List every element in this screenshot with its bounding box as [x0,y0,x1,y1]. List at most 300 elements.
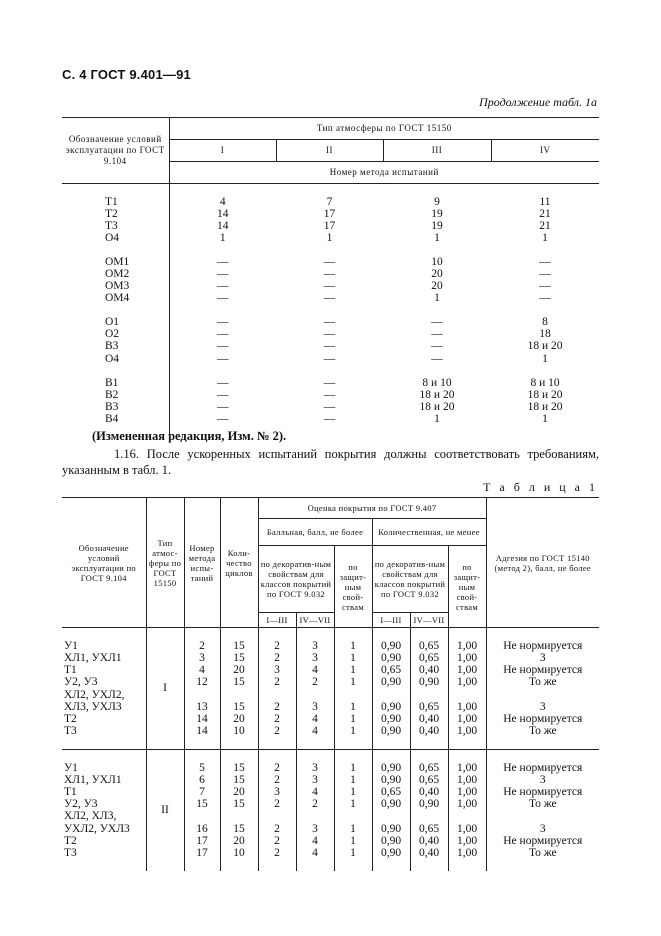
t2-atm-header: Тип атмос-феры по ГОСТ 15150 [146,498,184,628]
t2-value-cell: 0,40 [410,713,448,725]
t2-value-cell: 3 [296,823,334,835]
t2-cond-cell: Т3 [62,725,146,737]
t2-value-cell [258,688,296,700]
t2-value-cell: 20 [220,835,258,847]
t1-method-header: Номер метода испытаний [169,162,599,184]
t2-atm-cell: I [146,640,184,737]
t2-value-cell: 15 [220,774,258,786]
t2-value-cell: 1 [334,725,372,737]
t2-value-cell: 1,00 [448,774,486,786]
table-1a [62,117,599,437]
table-row [62,328,599,340]
t1-cond-cell: ОМ2 [62,268,169,280]
t2-eval-header: Оценка покрытия по ГОСТ 9.407 [258,498,486,519]
t1-value-cell: 8 и 10 [530,376,560,389]
t1-value-cell: — [431,352,443,365]
t2-value-cell: 13 [184,701,220,713]
table-row [62,220,599,232]
t1-value-cell: — [217,388,229,401]
t2-class-1-3: I—III [372,613,410,628]
table-continuation-label: Продолжение табл. 1а [479,95,597,109]
t1-value-cell: — [217,280,229,293]
t2-value-cell: То же [528,676,557,689]
t2-value-cell: 0,65 [410,701,448,713]
table-row [62,725,599,737]
t2-value-cell: 1 [334,701,372,713]
t2-value-cell: 20 [220,713,258,725]
t1-value-cell: 18 и 20 [527,388,563,401]
t2-cond-cell: У1 [62,762,146,774]
t2-value-cell [258,810,296,822]
table-row [62,256,599,268]
t1-value-cell: 1 [434,412,440,425]
t2-value-cell: 5 [184,762,220,774]
t2-decor2-header: по декоратив-ным свойствам для классов покрытий по ГОСТ 9.032 [372,546,448,613]
t2-cond-header: Обозначение условий эксплуатации по ГОСТ 9.104 [62,498,146,628]
table-row [62,377,599,389]
t1-cond-cell: Т2 [62,208,169,220]
t2-value-cell: 3 [296,762,334,774]
t2-value-cell: То же [528,724,557,737]
t2-class-1-3: I—III [258,613,296,628]
t2-class-4-7: IV—VII [296,613,334,628]
t2-value-cell: 4 [296,713,334,725]
t2-value-cell: То же [528,798,557,811]
t2-value-cell: 1,00 [448,652,486,664]
table-row [62,353,599,365]
t2-value-cell [220,688,258,700]
t2-value-cell: 1 [334,774,372,786]
t2-value-cell: 2 [258,640,296,652]
table-row [62,762,599,774]
t1-value-cell: 7 [326,196,333,209]
table-row [62,798,599,810]
t2-value-cell: 15 [220,652,258,664]
table-row [62,823,599,835]
t2-value-cell: 0,40 [410,664,448,676]
t2-value-cell: 1 [334,640,372,652]
t2-class-4-7: IV—VII [410,613,448,628]
t2-cond-cell: Т2 [62,835,146,847]
t2-value-cell: 0,90 [372,798,410,810]
t2-value-cell: 2 [258,713,296,725]
t1-value-cell: 10 [431,256,443,269]
t2-value-cell: 1 [334,713,372,725]
t2-value-cell: 15 [220,798,258,810]
t2-value-cell [334,810,372,822]
t1-value-cell: — [217,376,229,389]
t2-adhesion-header: Адгезия по ГОСТ 15140 (метод 2), балл, не более [486,498,599,628]
t2-value-cell [372,688,410,700]
t1-value-cell: 20 [431,280,443,293]
t2-value-cell: 1 [334,798,372,810]
t2-value-cell: 0,65 [410,774,448,786]
t1-value-cell: — [323,352,336,365]
t2-value-cell: 17 [184,847,220,859]
table-row [62,316,599,328]
t2-value-cell: 1 [334,762,372,774]
t2-quant-header: Количественная, не менее [372,519,486,546]
t2-cond-cell: ХЛ2, УХЛ2, [62,688,146,700]
table-row [62,413,599,425]
t2-value-cell: 7 [184,786,220,798]
t2-value-cell: 2 [258,762,296,774]
table-row [62,340,599,352]
t2-method-header: Номер метода испы-таний [184,498,220,628]
t2-value-cell: 2 [184,640,220,652]
t2-value-cell: 10 [220,847,258,859]
t1-value-cell: 20 [431,268,443,281]
t2-value-cell: 15 [184,798,220,810]
t2-value-cell: 0,65 [410,640,448,652]
t2-value-cell: 15 [220,676,258,688]
t2-value-cell: 4 [296,725,334,737]
t1-value-cell: — [539,280,551,293]
t2-value-cell: 3 [539,700,546,713]
t1-value-cell: — [217,340,229,353]
t2-value-cell: 3 [258,664,296,676]
t2-value-cell: 15 [220,762,258,774]
t2-value-cell: 2 [296,676,334,688]
t2-value-cell: 0,90 [372,640,410,652]
t2-value-cell: 2 [258,676,296,688]
t2-value-cell [220,810,258,822]
t2-value-cell: 4 [184,664,220,676]
t1-value-cell: 19 [431,220,443,233]
table-row [62,389,599,401]
table-row [62,810,599,822]
t2-value-cell: 14 [184,725,220,737]
t1-value-cell: — [217,328,229,341]
t2-value-cell: 1,00 [448,640,486,652]
t2-value-cell: 0,90 [372,774,410,786]
t2-value-cell: 0,90 [410,676,448,688]
t1-atm-type: I [169,140,276,162]
t2-atm-cell: II [146,762,184,859]
t1-value-cell: — [323,400,336,413]
t2-value-cell: 1,00 [448,835,486,847]
t2-cond-cell: УХЛ2, УХЛ3 [62,823,146,835]
t1-value-cell: 21 [539,220,551,233]
t1-value-cell: — [323,316,336,329]
t2-value-cell: 1 [334,847,372,859]
t1-cond-header: Обозначение условий эксплуатации по ГОСТ 9.104 [62,118,169,184]
t1-value-cell: — [323,256,336,269]
t2-value-cell: 0,65 [410,762,448,774]
t2-value-cell: 1 [334,664,372,676]
t2-value-cell: 3 [539,774,546,787]
t2-value-cell: 0,40 [410,786,448,798]
t2-value-cell: 1,00 [448,798,486,810]
t2-value-cell: 17 [184,835,220,847]
t1-cond-cell: ОМ1 [62,256,169,268]
t2-value-cell: Не нормируется [503,712,583,725]
t2-value-cell: 16 [184,823,220,835]
table-row [62,292,599,304]
t1-cond-cell: О4 [62,353,169,365]
t1-value-cell: 18 и 20 [527,340,563,353]
t1-cond-cell: В3 [62,340,169,352]
t2-value-cell: 2 [258,798,296,810]
t1-cond-cell: В1 [62,377,169,389]
t1-value-cell: 18 и 20 [527,400,563,413]
t1-value-cell: 9 [434,196,440,209]
t1-value-cell: 1 [219,232,226,245]
t2-cycles-header: Коли-чество циклов [220,498,258,628]
t2-value-cell: 3 [296,774,334,786]
t1-value-cell: 1 [542,232,548,245]
t2-value-cell: 3 [296,701,334,713]
t1-value-cell: 14 [217,220,229,233]
t2-value-cell: 2 [258,725,296,737]
t2-value-cell: 1 [334,823,372,835]
t2-value-cell: Не нормируется [503,664,583,677]
table-row [62,664,599,676]
t1-value-cell: — [431,340,443,353]
t1-cond-cell: ОМ3 [62,280,169,292]
t2-value-cell: 20 [220,664,258,676]
table-1 [62,497,599,871]
t2-value-cell: 14 [184,713,220,725]
t1-value-cell: 17 [323,208,336,221]
t1-value-cell: — [323,340,336,353]
t2-value-cell: 3 [258,786,296,798]
t1-value-cell: 18 и 20 [419,388,455,401]
t2-value-cell: 0,90 [372,701,410,713]
t2-cond-cell: У2, У3 [62,798,146,810]
t2-value-cell: 4 [296,835,334,847]
t2-value-cell: 2 [258,774,296,786]
t2-cond-cell: ХЛ1, УХЛ1 [62,774,146,786]
t2-value-cell: 0,65 [410,823,448,835]
t1-value-cell: — [539,256,551,269]
t2-value-cell [410,810,448,822]
t1-atm-type: II [276,140,383,162]
t2-value-cell: 1,00 [448,701,486,713]
t2-decor-header: по декоратив-ным свойствам для классов покрытий по ГОСТ 9.032 [258,546,334,613]
t2-value-cell: 0,65 [410,652,448,664]
t2-value-cell: 3 [296,640,334,652]
t1-value-cell: 11 [539,196,551,209]
t2-value-cell [296,810,334,822]
t1-value-cell: — [217,412,229,425]
t2-value-cell: 2 [258,835,296,847]
t2-value-cell [184,688,220,700]
t2-value-cell: Не нормируется [503,640,583,653]
t2-value-cell: 2 [258,823,296,835]
t2-prot-header: по защит-ным свой-ствам [334,546,372,628]
t2-value-cell: 1,00 [448,786,486,798]
t2-value-cell [372,810,410,822]
t2-value-cell [410,688,448,700]
t1-value-cell: — [217,256,229,269]
t2-value-cell: 3 [296,652,334,664]
t1-value-cell: 1 [326,232,333,245]
table-row [62,786,599,798]
t1-cond-cell: Т1 [62,196,169,208]
t1-value-cell: — [323,328,336,341]
t1-cond-cell: В3 [62,401,169,413]
table-row [62,196,599,208]
t1-value-cell: — [323,292,336,305]
t2-value-cell: 1,00 [448,725,486,737]
t1-atm-type: III [383,140,491,162]
t2-value-cell: То же [528,846,557,859]
t2-cond-cell: ХЛ1, УХЛ1 [62,652,146,664]
t2-value-cell: 1,00 [448,713,486,725]
t1-cond-cell: Т3 [62,220,169,232]
t2-prot2-header: по защит-ным свой-ствам [448,546,486,628]
t1-cond-cell: ОМ4 [62,292,169,304]
t2-value-cell: 12 [184,676,220,688]
t1-value-cell: — [539,268,551,281]
t1-value-cell: 18 [539,328,551,341]
t2-value-cell: 0,65 [372,664,410,676]
t1-value-cell: 19 [431,208,443,221]
t1-value-cell: 18 и 20 [419,400,455,413]
t1-value-cell: 1 [434,292,440,305]
t1-value-cell: 1 [542,352,548,365]
t2-value-cell: 1,00 [448,762,486,774]
t2-value-cell: 1,00 [448,823,486,835]
t2-cond-cell: Т1 [62,664,146,676]
t2-value-cell: 3 [184,652,220,664]
t2-value-cell: 0,90 [372,725,410,737]
t2-value-cell: 1,00 [448,847,486,859]
table-row [62,701,599,713]
table-row [62,676,599,688]
t2-value-cell: 0,90 [372,823,410,835]
t2-cond-cell: Т2 [62,713,146,725]
t2-value-cell: 1 [334,652,372,664]
t2-value-cell: 0,65 [372,786,410,798]
t1-value-cell: — [323,388,336,401]
t1-value-cell: 21 [539,208,551,221]
t2-value-cell: 15 [220,823,258,835]
t2-value-cell: 0,90 [372,835,410,847]
t1-value-cell: — [217,316,229,329]
t2-value-cell: 0,40 [410,847,448,859]
paragraph-1-16: 1.16. После ускоренных испытаний покрытия должны соответствовать требованиям, указанным в табл. 1. [62,447,599,477]
t1-value-cell: — [217,292,229,305]
t2-cond-cell: Т3 [62,847,146,859]
table-row [62,232,599,244]
t2-value-cell: 4 [296,847,334,859]
t1-value-cell: — [217,268,229,281]
t2-value-cell [486,688,599,700]
t2-value-cell: 1,00 [448,664,486,676]
t1-body [62,184,599,437]
table-row [62,847,599,859]
t2-value-cell [448,688,486,700]
t1-atm-type: IV [491,140,599,162]
t2-value-cell: 0,90 [372,762,410,774]
t2-value-cell [184,810,220,822]
table-row [62,688,599,700]
t2-value-cell: 0,90 [372,676,410,688]
t1-value-cell: — [323,280,336,293]
t2-value-cell [334,688,372,700]
t1-cond-cell: В4 [62,413,169,425]
t2-body [62,628,599,871]
t2-value-cell: 0,40 [410,835,448,847]
t2-value-cell: 0,90 [372,652,410,664]
t1-value-cell: 14 [217,208,229,221]
t2-cond-cell: Т1 [62,786,146,798]
revision-note: (Измененная редакция, Изм. № 2). [92,429,287,443]
t1-value-cell: — [217,352,229,365]
table-row [62,401,599,413]
t1-cond-cell: О1 [62,316,169,328]
t2-value-cell: 1 [334,676,372,688]
t1-value-cell: — [431,328,443,341]
table-row [62,774,599,786]
table-row [62,268,599,280]
table-row [62,713,599,725]
t1-cond-cell: В2 [62,389,169,401]
table-row [62,640,599,652]
t2-value-cell [486,810,599,822]
table-row [62,280,599,292]
t1-value-cell: 8 [542,316,548,329]
t2-value-cell: 2 [258,847,296,859]
t2-value-cell: 15 [220,701,258,713]
t2-value-cell: 2 [258,701,296,713]
table-row [62,835,599,847]
t2-value-cell: 0,40 [410,725,448,737]
t2-ball-header: Балльная, балл, не более [258,519,372,546]
t2-value-cell: 1,00 [448,676,486,688]
t2-value-cell: Не нормируется [503,834,583,847]
t2-value-cell: 0,90 [410,798,448,810]
t1-value-cell: — [323,376,336,389]
t2-value-cell: 3 [539,652,546,665]
t1-atm-header: Тип атмосферы по ГОСТ 15150 [169,118,599,140]
t2-value-cell: 3 [539,822,546,835]
t2-value-cell [448,810,486,822]
t1-value-cell: — [323,412,336,425]
t2-cond-cell: ХЛ3, УХЛ3 [62,701,146,713]
t1-cond-cell: О2 [62,328,169,340]
t1-cond-cell: О4 [62,232,169,244]
t2-value-cell: 15 [220,640,258,652]
t2-value-cell: 0,90 [372,713,410,725]
t1-value-cell: 8 и 10 [422,376,452,389]
t2-value-cell: 0,90 [372,847,410,859]
t2-cond-cell: У1 [62,640,146,652]
t2-value-cell: 2 [258,652,296,664]
t1-value-cell: 1 [542,412,548,425]
t2-value-cell: Не нормируется [503,762,583,775]
t2-cond-cell: ХЛ2, ХЛ3, [62,810,146,822]
t1-value-cell: 17 [323,220,336,233]
t2-value-cell: Не нормируется [503,786,583,799]
t2-value-cell: 10 [220,725,258,737]
page-header: С. 4 ГОСТ 9.401—91 [62,67,191,82]
t2-value-cell: 1 [334,835,372,847]
t1-value-cell: — [323,268,336,281]
t1-value-cell: — [217,400,229,413]
t2-value-cell: 20 [220,786,258,798]
t2-value-cell: 4 [296,786,334,798]
t2-cond-cell: У2, У3 [62,676,146,688]
t1-value-cell: — [431,316,443,329]
t2-value-cell: 1 [334,786,372,798]
t1-value-cell: — [539,292,551,305]
t2-value-cell: 4 [296,664,334,676]
table-1-caption: Т а б л и ц а 1 [483,480,598,494]
t2-value-cell: 2 [296,798,334,810]
